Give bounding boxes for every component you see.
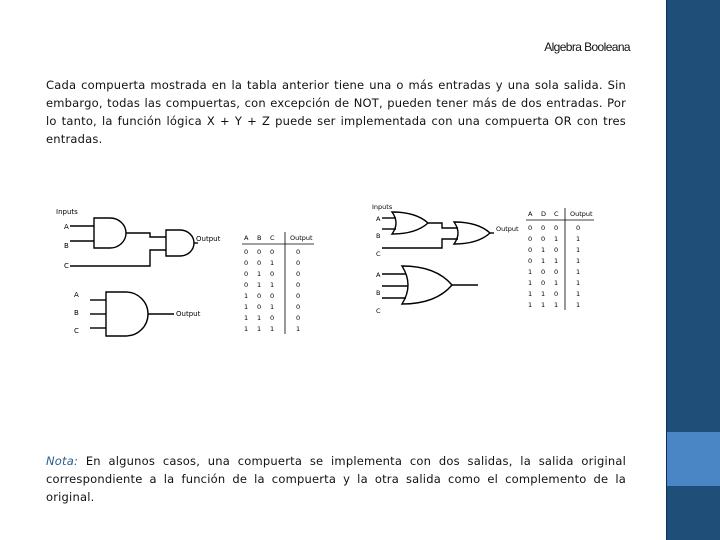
slide-title: Algebra Booleana	[544, 40, 630, 54]
and-lower-input-b-label: B	[74, 309, 79, 317]
table-header-cell: C	[270, 234, 275, 242]
and-lower-input-c-label: C	[74, 327, 79, 335]
table-header-cell: Output	[290, 234, 313, 242]
table-cell: 1	[576, 257, 581, 265]
table-cell: 1	[576, 279, 581, 287]
table-cell: 1	[554, 235, 559, 243]
table-cell: 0	[528, 257, 533, 265]
table-cell: 0	[541, 235, 546, 243]
table-cell: 0	[296, 259, 301, 267]
table-cell: 0	[541, 279, 546, 287]
note-paragraph	[46, 452, 626, 506]
table-cell: 0	[296, 281, 301, 289]
note-text: En algunos casos, una compuerta se implementa con dos salidas, la salida original correspondiente a la función de la compuerta y la otra salida como el complemento de la original.	[46, 454, 626, 504]
table-cell: 0	[244, 259, 249, 267]
table-cell: 0	[296, 292, 301, 300]
table-header-cell: B	[257, 234, 262, 242]
table-cell: 1	[257, 281, 262, 289]
table-cell: 0	[244, 248, 249, 256]
table-cell: 0	[257, 292, 262, 300]
table-cell: 0	[528, 246, 533, 254]
table-cell: 1	[270, 259, 275, 267]
right-sidebar	[666, 0, 720, 540]
table-cell: 0	[296, 314, 301, 322]
table-cell: 1	[576, 268, 581, 276]
or-lower-input-c-label: C	[376, 307, 381, 315]
intro-paragraph: Cada compuerta mostrada en la tabla anterior tiene una o más entradas y una sola salida. Sin embargo, todas las compuertas, con excepción de NOT, pueden tener más de dos entradas. Por lo tanto, la función lógica X + Y + Z puede ser implementada con una compuerta OR con tres entradas.	[46, 78, 626, 146]
table-cell: 1	[554, 301, 559, 309]
or-input-b-label: B	[376, 232, 381, 240]
table-cell: 1	[576, 235, 581, 243]
table-header-cell: Output	[570, 210, 593, 218]
table-cell: 0	[257, 248, 262, 256]
table-cell: 0	[541, 268, 546, 276]
and-input-b-label: B	[64, 242, 69, 250]
table-cell: 0	[528, 235, 533, 243]
table-cell: 0	[576, 224, 581, 232]
table-cell: 1	[576, 301, 581, 309]
table-header-cell: A	[244, 234, 249, 242]
table-cell: 1	[528, 279, 533, 287]
and-gate-diagram	[52, 204, 228, 350]
table-cell: 0	[554, 246, 559, 254]
or-truth-table	[524, 200, 598, 322]
or-gate-diagram	[368, 200, 524, 322]
table-cell: 0	[296, 248, 301, 256]
table-cell: 0	[296, 270, 301, 278]
table-cell: 1	[528, 301, 533, 309]
table-cell: 1	[554, 279, 559, 287]
and-input-a-label: A	[64, 223, 69, 231]
table-cell: 0	[270, 248, 275, 256]
table-cell: 1	[270, 325, 275, 333]
table-cell: 1	[244, 314, 249, 322]
table-cell: 1	[576, 246, 581, 254]
table-cell: 0	[244, 270, 249, 278]
table-header-cell: A	[528, 210, 533, 218]
or-lower-input-a-label: A	[376, 271, 381, 279]
table-cell: 1	[257, 270, 262, 278]
and-inputs-label: Inputs	[56, 208, 78, 216]
table-cell: 0	[257, 259, 262, 267]
or-lower-input-b-label: B	[376, 289, 381, 297]
note-label: Nota:	[46, 454, 79, 468]
table-cell: 0	[270, 314, 275, 322]
table-header-cell: C	[554, 210, 559, 218]
table-cell: 1	[541, 246, 546, 254]
table-cell: 0	[257, 303, 262, 311]
table-cell: 1	[528, 268, 533, 276]
table-cell: 1	[244, 325, 249, 333]
table-cell: 1	[257, 325, 262, 333]
or-output-label: Output	[496, 225, 519, 233]
table-cell: 1	[541, 257, 546, 265]
table-header-cell: D	[541, 210, 547, 218]
table-cell: 1	[541, 290, 546, 298]
table-cell: 1	[541, 301, 546, 309]
or-input-a-label: A	[376, 215, 381, 223]
table-cell: 0	[554, 224, 559, 232]
table-cell: 1	[270, 281, 275, 289]
table-cell: 0	[554, 268, 559, 276]
table-cell: 0	[296, 303, 301, 311]
table-cell: 1	[244, 292, 249, 300]
table-cell: 1	[576, 290, 581, 298]
and-truth-table	[240, 230, 322, 340]
and-lower-input-a-label: A	[74, 291, 79, 299]
table-cell: 0	[270, 270, 275, 278]
table-cell: 0	[270, 292, 275, 300]
sidebar-accent-block	[667, 432, 720, 486]
table-cell: 1	[528, 290, 533, 298]
table-cell: 1	[554, 257, 559, 265]
table-cell: 1	[244, 303, 249, 311]
or-inputs-label: Inputs	[372, 203, 393, 211]
or-input-c-label: C	[376, 250, 381, 258]
and-lower-output-label: Output	[176, 310, 201, 318]
table-cell: 1	[270, 303, 275, 311]
table-cell: 0	[528, 224, 533, 232]
table-cell: 1	[257, 314, 262, 322]
table-cell: 0	[244, 281, 249, 289]
and-input-c-label: C	[64, 262, 69, 270]
table-cell: 0	[541, 224, 546, 232]
and-output-label: Output	[196, 235, 221, 243]
table-cell: 1	[296, 325, 301, 333]
table-cell: 0	[554, 290, 559, 298]
